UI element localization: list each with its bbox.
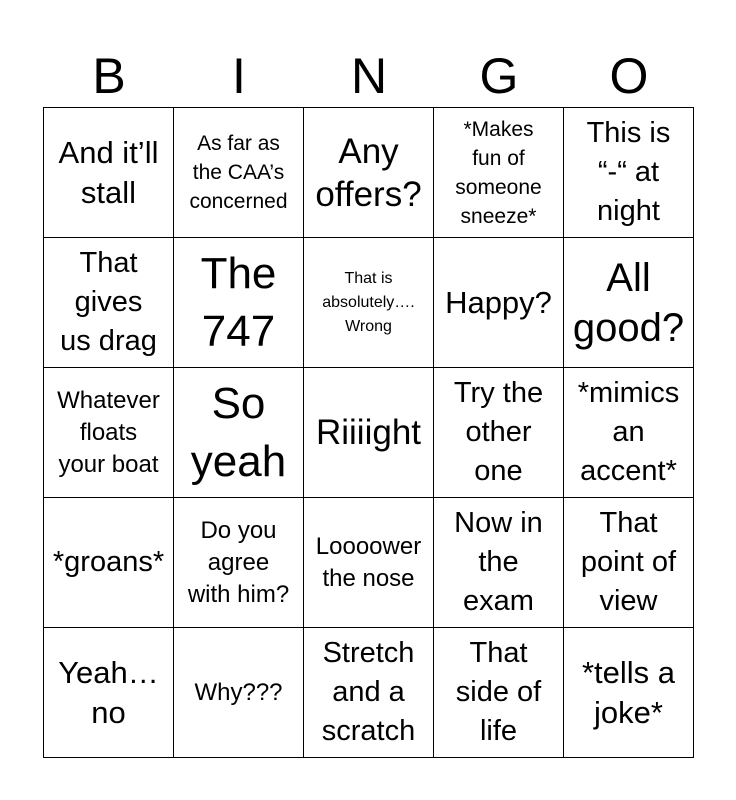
header-letter-g: G <box>479 48 519 104</box>
cell-text: That side of life <box>455 637 542 747</box>
cell-text: That point of view <box>580 507 677 617</box>
cell-text: That is absolutely…. Wrong <box>322 269 415 335</box>
bingo-cell[interactable] <box>434 368 564 498</box>
cell-text: Now in the exam <box>454 507 543 617</box>
bingo-cell[interactable] <box>44 238 174 368</box>
bingo-cell[interactable] <box>174 628 304 758</box>
bingo-header <box>44 44 694 108</box>
cell-text: Whatever floats your boat <box>57 386 160 478</box>
cell-text: This is “-“ at night <box>586 117 671 227</box>
cell-text: Any offers? <box>315 131 422 214</box>
cell-text: Stretch and a scratch <box>321 637 416 747</box>
bingo-cell[interactable] <box>434 498 564 628</box>
cell-text: So yeah <box>190 378 287 486</box>
bingo-cell[interactable] <box>564 628 694 758</box>
cell-text: *groans* <box>52 546 165 578</box>
cell-text: Try the other one <box>453 377 544 487</box>
bingo-cell[interactable] <box>564 498 694 628</box>
header-letter-n: N <box>350 48 388 104</box>
bingo-cell[interactable] <box>174 238 304 368</box>
bingo-cell[interactable] <box>304 628 434 758</box>
bingo-cell[interactable] <box>434 108 564 238</box>
cell-text: Yeah… no <box>58 654 159 730</box>
bingo-cell[interactable] <box>44 108 174 238</box>
bingo-cell[interactable] <box>434 238 564 368</box>
cell-text: Happy? <box>445 284 552 320</box>
cell-text: Riiiight <box>315 413 422 452</box>
bingo-cell[interactable] <box>304 368 434 498</box>
bingo-cell[interactable] <box>174 498 304 628</box>
bingo-cell[interactable] <box>44 628 174 758</box>
header-letter-o: O <box>609 48 649 104</box>
cell-text: *Makes fun of someone sneeze* <box>455 117 542 228</box>
header-letter-b: B <box>92 48 126 104</box>
bingo-cell[interactable] <box>434 628 564 758</box>
bingo-cell[interactable] <box>174 108 304 238</box>
cell-text: *mimics an accent* <box>577 377 680 487</box>
cell-text: As far as the CAA’s concerned <box>189 132 288 213</box>
bingo-cell[interactable] <box>44 368 174 498</box>
cell-text: That gives us drag <box>60 247 157 357</box>
cell-text: Why??? <box>194 678 283 706</box>
bingo-cell[interactable] <box>44 498 174 628</box>
bingo-cell[interactable] <box>564 238 694 368</box>
bingo-cell[interactable] <box>304 238 434 368</box>
cell-text: Loooower the nose <box>315 532 422 592</box>
bingo-cell[interactable] <box>304 498 434 628</box>
bingo-grid <box>43 107 694 758</box>
bingo-cell[interactable] <box>304 108 434 238</box>
cell-text: Do you agree with him? <box>187 516 290 608</box>
cell-text: The 747 <box>200 248 277 356</box>
bingo-cell[interactable] <box>564 108 694 238</box>
cell-text: All good? <box>572 255 685 350</box>
cell-text: *tells a joke* <box>581 654 676 730</box>
bingo-cell[interactable] <box>564 368 694 498</box>
cell-text: And it’ll stall <box>58 134 159 210</box>
header-letter-i: I <box>232 48 246 104</box>
bingo-cell[interactable] <box>174 368 304 498</box>
